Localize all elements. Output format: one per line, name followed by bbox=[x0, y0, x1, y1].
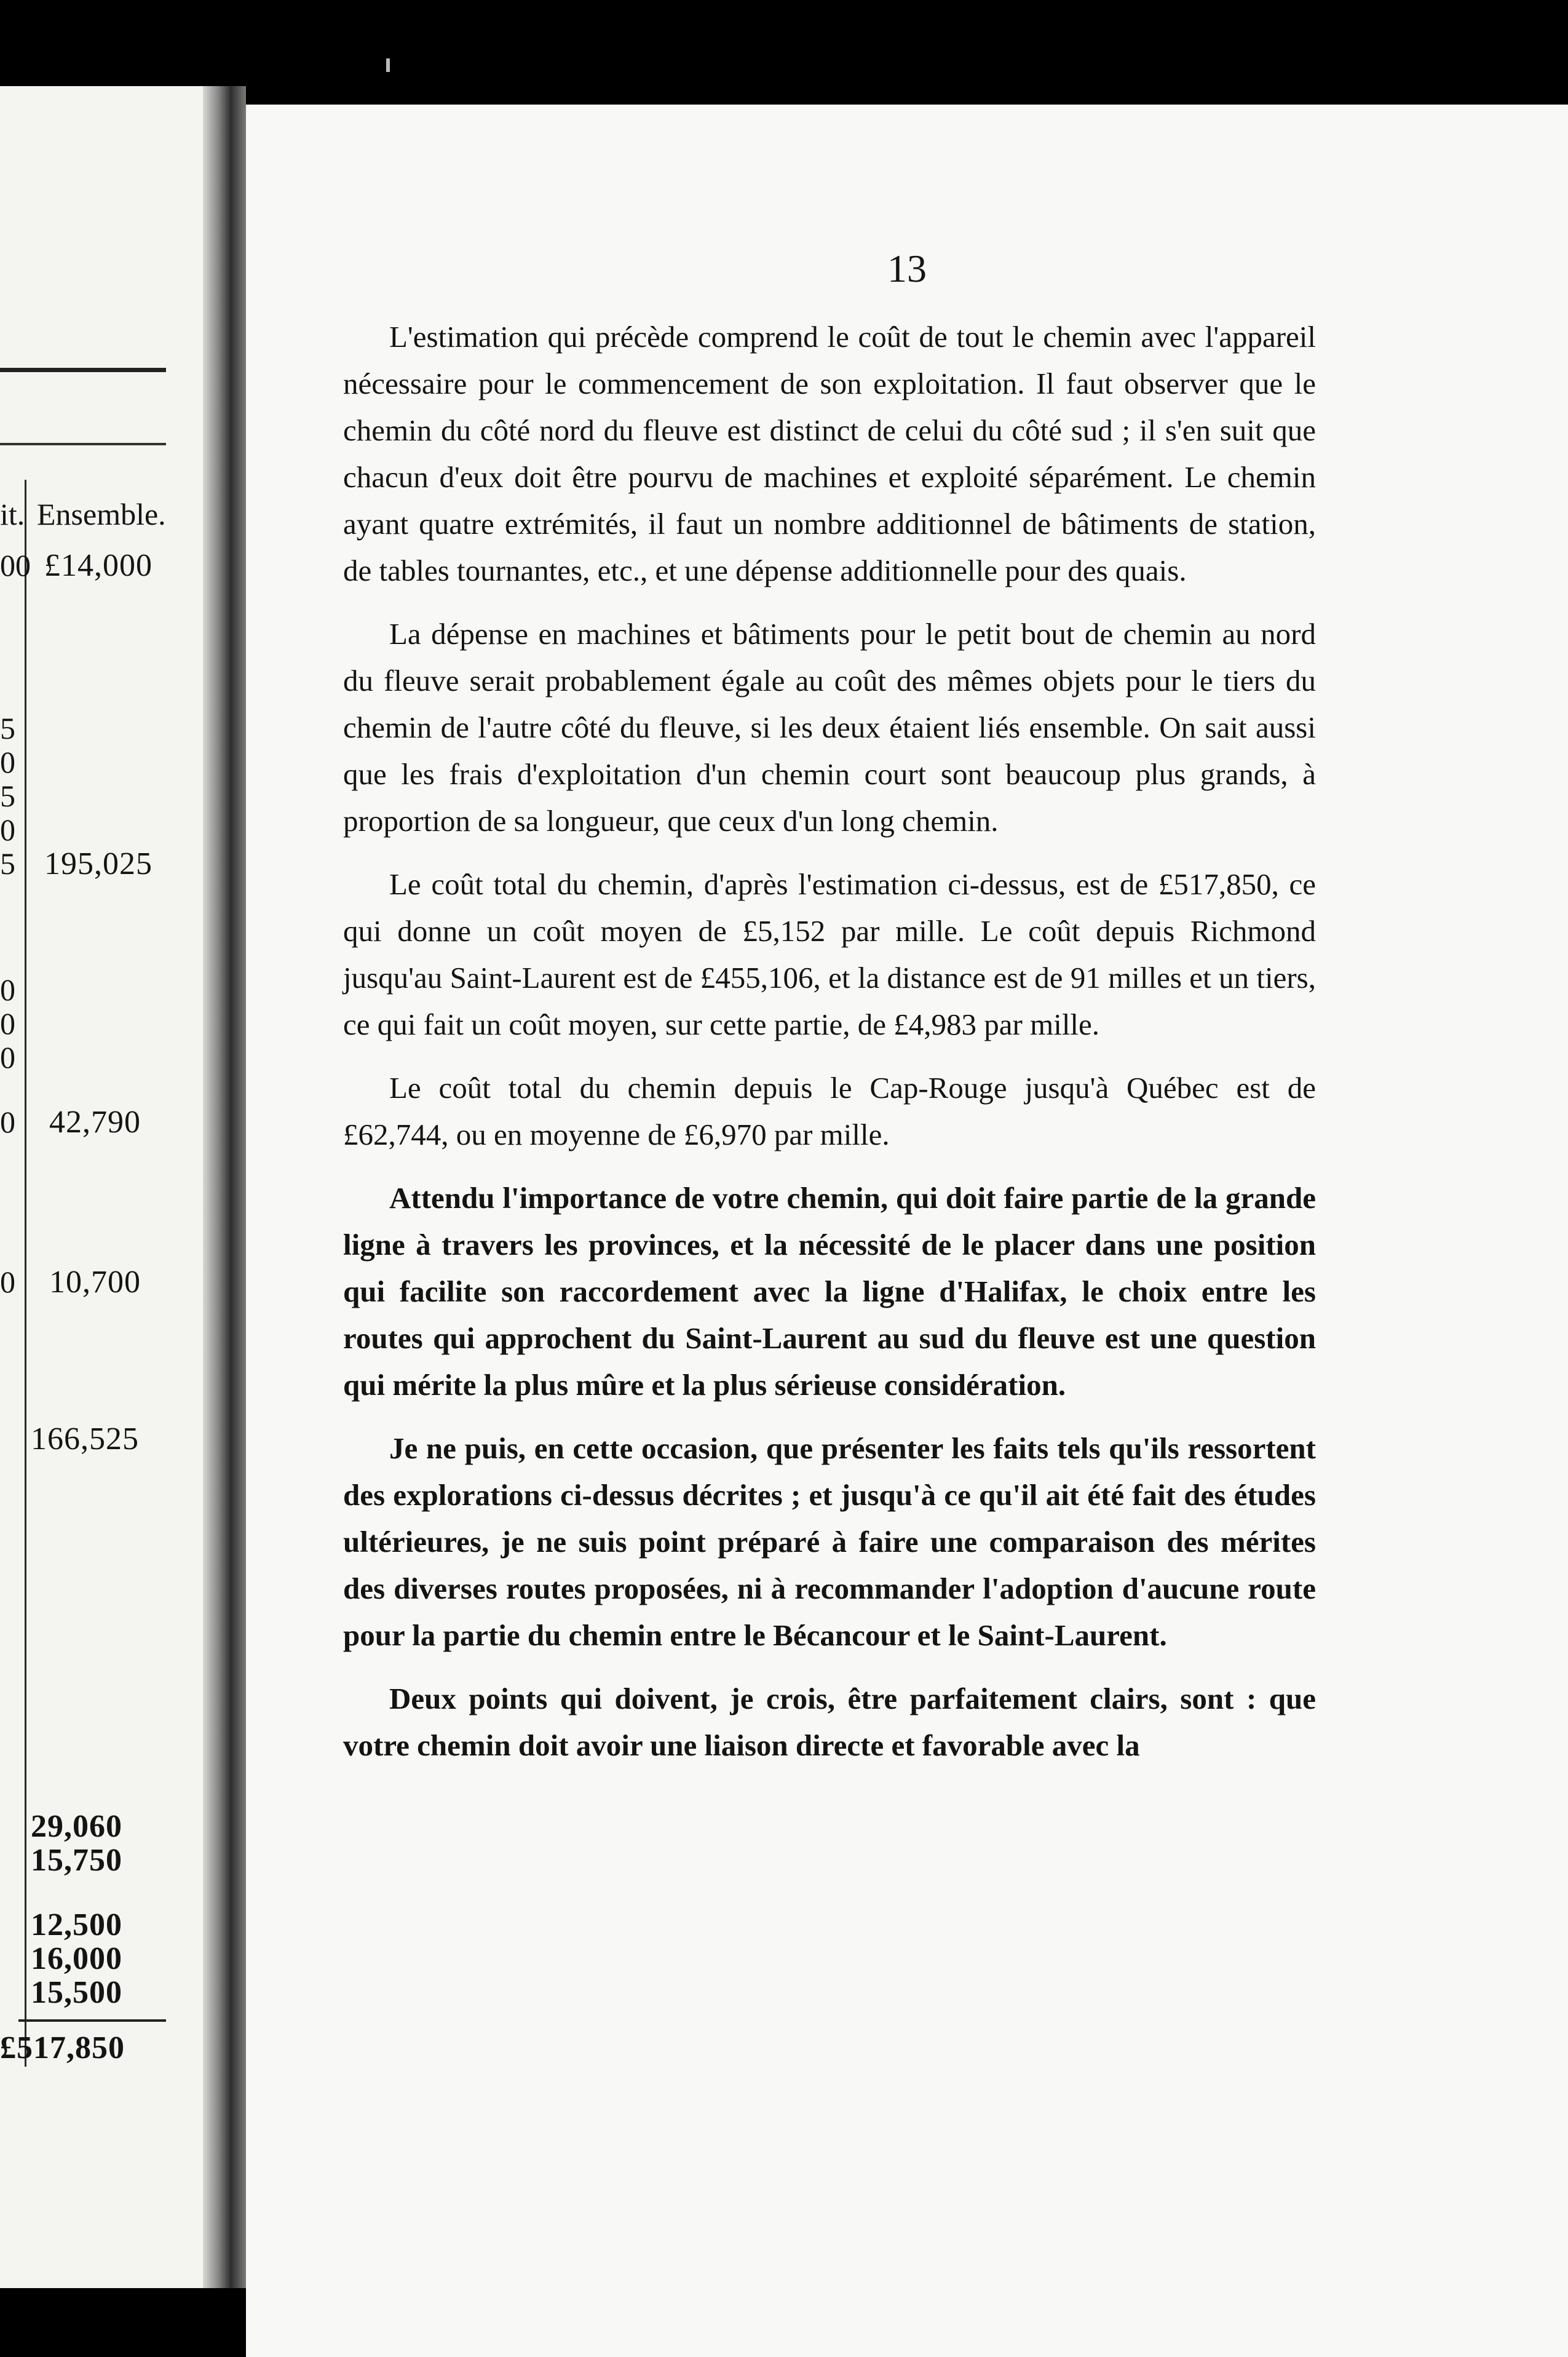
row-fragment: 5 bbox=[0, 846, 15, 881]
row-fragment: 0 bbox=[0, 972, 15, 1007]
row-fragment: 0 bbox=[0, 813, 15, 847]
ensemble-value: 15,750 bbox=[31, 1843, 122, 1878]
ensemble-value: 16,000 bbox=[31, 1941, 122, 1976]
scan-mark bbox=[386, 58, 390, 72]
paragraph: Deux points qui doivent, je crois, être parfaitement clairs, sont : que votre chemin doit avoir une liaison directe et favorable avec la bbox=[343, 1682, 1316, 1762]
ensemble-value: 195,025 bbox=[44, 846, 152, 881]
paragraph: Le coût total du chemin, d'après l'estimation ci-dessus, est de £517,850, ce qui donne un coût moyen de £5,152 par mille. Le coût depuis Richmond jusqu'au Saint-Laurent est de £455,106, et la distance est de 91 milles et un tiers, ce qui fait un coût moyen, sur cette partie, de £4,983 par mille. bbox=[343, 867, 1316, 1041]
ensemble-value: 29,060 bbox=[31, 1809, 122, 1844]
column-header-fragment: it. bbox=[0, 497, 25, 531]
right-page bbox=[246, 105, 1568, 2357]
ensemble-total: £517,850 bbox=[0, 2030, 125, 2065]
book-gutter bbox=[203, 86, 246, 2288]
table-column-rule bbox=[25, 480, 26, 2067]
paragraph: La dépense en machines et bâtiments pour le petit bout de chemin au nord du fleuve serait probablement égale au coût des mêmes objets pour le tiers du chemin de l'autre côté du fleuve, si les deux étaient liés ensemble. On sait aussi que les frais d'exploitation d'un chemin court sont beaucoup plus grands, à proportion de sa longueur, que ceux d'un long chemin. bbox=[343, 617, 1316, 838]
paragraph: Attendu l'importance de votre chemin, qui doit faire partie de la grande ligne à travers les provinces, et la nécessité de le placer dans une position qui facilite son raccordement avec la ligne d'Halifax, le choix entre les routes qui approchent du Saint-Laurent au sud du fleuve est une question qui mérite la plus mûre et la plus sérieuse considération. bbox=[343, 1181, 1316, 1402]
row-fragment: 0 bbox=[0, 1105, 15, 1139]
paragraph: Je ne puis, en cette occasion, que présenter les faits tels qu'ils ressortent des explorations ci-dessus décrites ; et jusqu'à ce qu'il ait été fait des études ultérieures, je ne suis point préparé à faire une comparaison des mérites des diverses routes proposées, ni à recommander l'adoption d'aucune route pour la partie du chemin entre le Bécancour et le Saint-Laurent. bbox=[343, 1431, 1316, 1652]
total-rule bbox=[18, 2019, 166, 2022]
table-header-rule bbox=[0, 443, 166, 445]
left-facing-page bbox=[0, 86, 203, 2288]
row-fragment: 0 bbox=[0, 1265, 15, 1299]
ensemble-value: £14,000 bbox=[44, 548, 152, 583]
table-top-rule bbox=[0, 368, 166, 372]
row-fragment: 5 bbox=[0, 779, 15, 813]
ensemble-value: 166,525 bbox=[31, 1421, 139, 1457]
ensemble-value: 15,500 bbox=[31, 1975, 122, 2010]
paragraph: Le coût total du chemin depuis le Cap-Rouge jusqu'à Québec est de £62,744, ou en moyenne de £6,970 par mille. bbox=[343, 1071, 1316, 1151]
ensemble-value: 12,500 bbox=[31, 1907, 122, 1942]
row-fragment: 00 bbox=[0, 548, 31, 582]
row-fragment: 0 bbox=[0, 1006, 15, 1041]
row-fragment: 0 bbox=[0, 1040, 15, 1075]
page-body bbox=[343, 314, 1316, 1786]
paragraph: L'estimation qui précède comprend le coût de tout le chemin avec l'appareil nécessaire pour le commencement de son exploitation. Il faut observer que le chemin du côté nord du fleuve est distinct de celui du côté sud ; il s'en suit que chacun d'eux doit être pourvu de machines et exploité séparément. Le chemin ayant quatre extrémités, il faut un nombre additionnel de bâtiments de station, de tables tournantes, etc., et une dépense additionnelle pour des quais. bbox=[343, 320, 1316, 587]
row-fragment: 5 bbox=[0, 711, 15, 745]
ensemble-value: 10,700 bbox=[49, 1265, 141, 1300]
ensemble-value: 42,790 bbox=[49, 1105, 141, 1140]
page-number: 13 bbox=[887, 247, 927, 290]
row-fragment: 0 bbox=[0, 745, 15, 779]
column-header-ensemble: Ensemble. bbox=[37, 497, 166, 531]
